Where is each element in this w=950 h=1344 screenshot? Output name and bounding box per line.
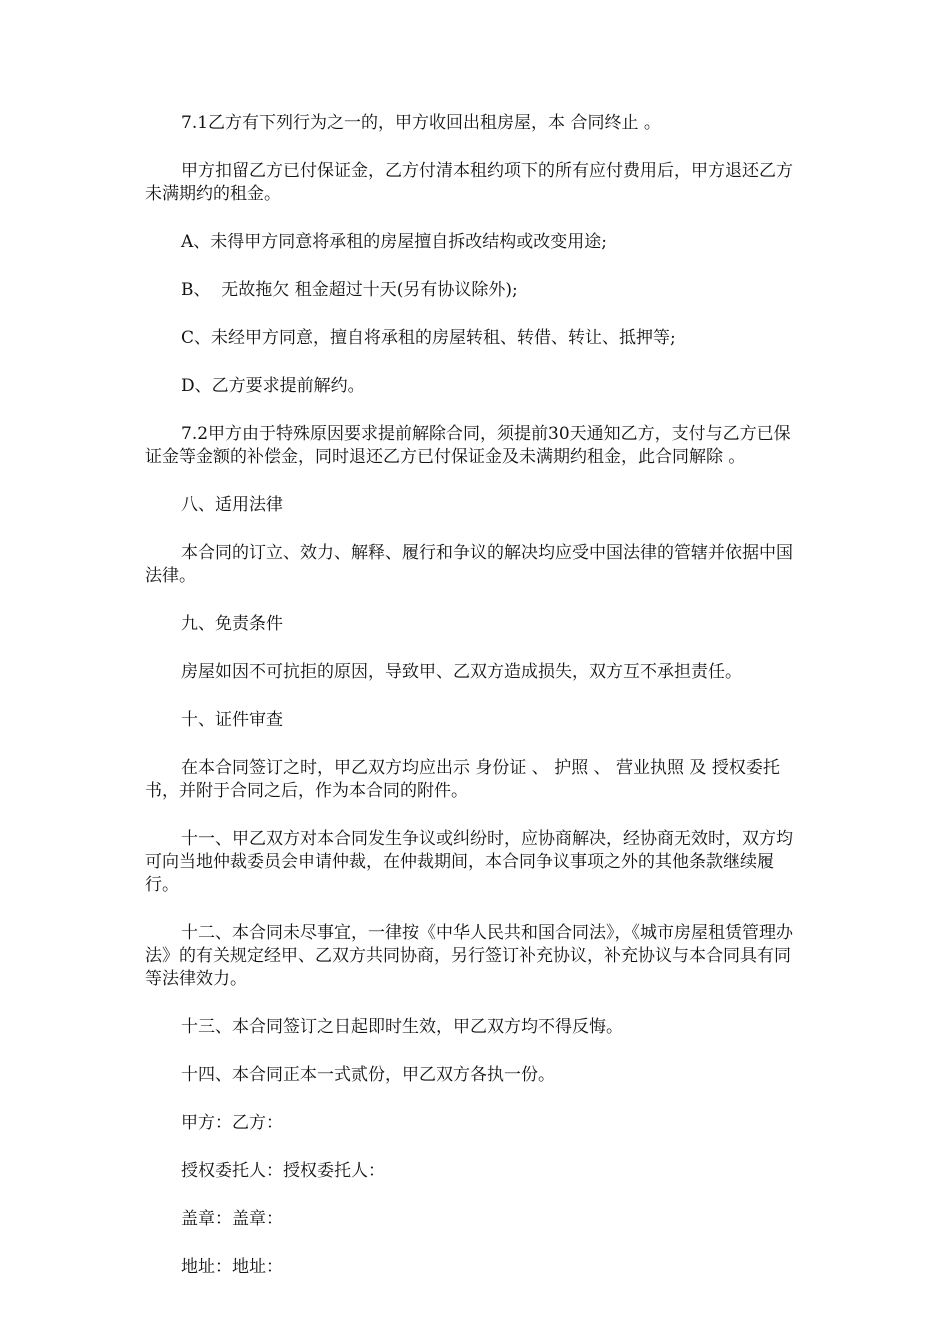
heading-applicable-law: 八、适用法律 [181,495,283,515]
clause-7-1: 7.1乙方有下列行为之一的，甲方收回出租房屋，本 合同终止 。 [181,113,661,133]
signature-parties: 甲方：乙方： [181,1113,283,1133]
condition-c: C、未经甲方同意，擅自将承租的房屋转租、转借、转让、抵押等; [181,328,676,348]
exemption-text: 房屋如因不可抗拒的原因，导致甲、乙双方造成损失，双方互不承担责任。 [181,662,742,682]
condition-b: B、 无故拖欠 租金超过十天(另有协议除外); [181,280,518,300]
applicable-law-text: 本合同的订立、效力、解释、履行和争议的解决均应受中国法律的管辖并依据中国法律。 [145,543,793,586]
condition-d: D、乙方要求提前解约。 [181,376,365,396]
clause-11: 十一、甲乙双方对本合同发生争议或纠纷时，应协商解决，经协商无效时，双方均可向当地仲裁委员会申请仲裁，在仲裁期间，本合同争议事项之外的其他条款继续履行。 [145,829,793,895]
signature-authorized-agents: 授权委托人：授权委托人： [181,1161,385,1181]
condition-a: A、未得甲方同意将承租的房屋擅自拆改结构或改变用途; [181,232,608,252]
clause-13: 十三、本合同签订之日起即时生效，甲乙双方均不得反悔。 [181,1017,623,1037]
signature-addresses: 地址：地址： [181,1257,283,1277]
heading-exemption: 九、免责条件 [181,614,283,634]
clause-12: 十二、本合同未尽事宜，一律按《中华人民共和国合同法》，《城市房屋租赁管理办法》的有关规定经甲、乙双方共同协商，另行签订补充协议，补充协议与本合同具有同等法律效力。 [145,923,793,989]
signature-seals: 盖章：盖章： [181,1209,283,1229]
deposit-clause: 甲方扣留乙方已付保证金，乙方付清本租约项下的所有应付费用后，甲方退还乙方未满期约的租金。 [145,161,793,204]
document-page [145,112,805,1304]
heading-document-review: 十、证件审查 [181,710,283,730]
clause-7-2: 7.2甲方由于特殊原因要求提前解除合同，须提前30天通知乙方，支付与乙方已保证金等金额的补偿金，同时退还乙方已付保证金及未满期约租金，此合同解除 。 [145,424,791,467]
document-review-text: 在本合同签订之时，甲乙双方均应出示 身份证 、 护照 、 营业执照 及 授权委托书，并附于合同之后，作为本合同的附件。 [145,758,780,801]
clause-14: 十四、本合同正本一式贰份，甲乙双方各执一份。 [181,1065,555,1085]
